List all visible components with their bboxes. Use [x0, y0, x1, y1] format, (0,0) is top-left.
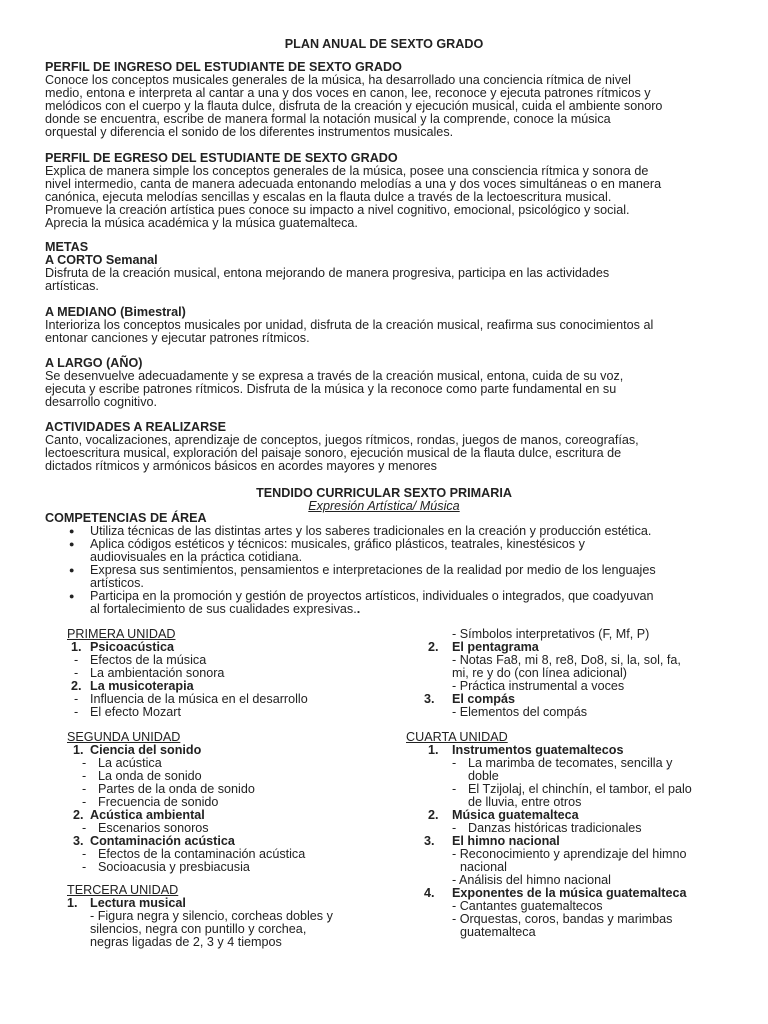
perfil-egreso-line: nivel intermedio, canta de manera adecuada entonando melodías a una y dos voces simultáneas o en manera [45, 177, 662, 191]
topic-item: El Tzijolaj, el chinchín, el tambor, el palo [468, 782, 692, 796]
competencia-item: ● Aplica códigos estéticos y técnicos: musicales, gráfico plásticos, teatrales, kinestésicos y audiovisuales en la práctica cotidiana. [69, 537, 585, 564]
meta-mediano-line: entonar canciones y ejecutar patrones rítmicos. [45, 331, 310, 345]
perfil-egreso-line: canónica, ejecuta melodías sencillas y escalas en la flauta dulce a través de la lectoescritura musical. [45, 190, 612, 204]
perfil-egreso-section [45, 152, 723, 230]
actividades-heading: ACTIVIDADES A REALIZARSE [45, 420, 226, 434]
topic-line: - Elementos del compás [452, 705, 588, 719]
actividades-section [45, 421, 723, 473]
topic-item: Frecuencia de sonido [98, 795, 219, 809]
topic-item: La acústica [98, 756, 162, 770]
topic-item: doble [468, 769, 499, 783]
actividades-line: dictados rítmicos y armónicos básicos en acordes mayores y menores [45, 459, 437, 473]
meta-mediano-heading: A MEDIANO (Bimestral) [45, 305, 186, 319]
topic-item: Efectos de la música [90, 653, 207, 667]
tendido-subheading: Expresión Artística/ Música [308, 499, 460, 513]
actividades-line: Canto, vocalizaciones, aprendizaje de conceptos, juegos rítmicos, rondas, juegos de manos, coreografías, [45, 433, 639, 447]
meta-largo-section [45, 357, 723, 409]
topic-item: Danzas históricas tradicionales [468, 821, 642, 835]
primera-unidad-heading: PRIMERA UNIDAD [67, 627, 176, 641]
topic-line: negras ligadas de 2, 3 y 4 tiempos [90, 935, 282, 949]
topic-item: Influencia de la música en el desarrollo [90, 692, 308, 706]
meta-largo-line: ejecuta y escribe patrones rítmicos. Disfruta de la música y la reconoce como parte fundamental en su [45, 382, 617, 396]
tercera-unidad-heading: TERCERA UNIDAD [67, 883, 179, 897]
topic-item: La onda de sonido [98, 769, 202, 783]
perfil-ingreso-line: medio, entona e interpreta al cantar a una y dos voces en canon, lee, reconoce y ejecuta patrones rítmicos y [45, 86, 651, 100]
topic-item: La marimba de tecomates, sencilla y [468, 756, 673, 770]
meta-mediano-line: Interioriza los conceptos musicales por unidad, disfruta de la creación musical, reafirma sus conocimientos al [45, 318, 654, 332]
topic-item: El efecto Mozart [90, 705, 181, 719]
unit-topic: Exponentes de la música guatemalteca [452, 886, 687, 900]
meta-mediano-section [45, 306, 723, 345]
final-period: . [356, 602, 361, 616]
unit-topic: El pentagrama [452, 640, 539, 654]
actividades-line: lectoescritura musical, exploración del paisaje sonoro, ejecución musical de la flauta dulce, escritura de [45, 446, 622, 460]
bullet-icon: ● [69, 591, 75, 601]
topic-item: Efectos de la contaminación acústica [98, 847, 306, 861]
perfil-ingreso-line: donde se encuentra, escribe de manera formal la notación musical y la comprende, conoce la música [45, 112, 611, 126]
competencia-item: ● Participa en la promoción y gestión de proyectos artísticos, individuales o integrados, que coadyuvan al fortalecimiento de sus cualidades expresivas.. [69, 589, 654, 616]
competencias-section [45, 512, 723, 616]
topic-item: Socioacusia y presbiacusia [98, 860, 250, 874]
meta-largo-line: Se desenvuelve adecuadamente y se expresa a través de la creación musical, entona, cuida de su voz, [45, 369, 624, 383]
segunda-unidad: SEGUNDA UNIDAD 1. Ciencia del sonido - La acústica - La onda de sonido - Partes de la onda de sonido - Frecuencia de sonido 2. Acústica ambiental - Escenarios sonoros 3. Contaminación acústica - Efectos de la contaminación acústica - Socioacusia y presbiacusia [45, 731, 385, 874]
topic-line: mi, re y do (con línea adicional) [452, 666, 627, 680]
topic-line: guatemalteca [460, 925, 536, 939]
unit-topic: Acústica ambiental [90, 808, 205, 822]
topic-line: - Figura negra y silencio, corcheas dobles y [90, 909, 333, 923]
cuarta-unidad: CUARTA UNIDAD 1. Instrumentos guatemaltecos - La marimba de tecomates, sencilla y doble - El Tzijolaj, el chinchín, el tambor, el palo de lluvia, entre otros 2. Música guatemalteca - Danzas históricas tradicionales 3. El himno nacional - Reconocimiento y aprendizaje del himno nacional - Análisis del himno nacional 4. Exponentes de la música guatemalteca - Cantantes guatemaltecos - Orquestas, coros, bandas y marimbas guatemalteca [406, 731, 736, 939]
tercera-unidad-continuation: - Símbolos interpretativos (F, Mf, P) 2. El pentagrama - Notas Fa8, mi 8, re8, Do8, si, la, sol, fa, mi, re y do (con línea adicional) - Práctica instrumental a voces 3. El compás - Elementos del compás [406, 628, 736, 719]
topic-item: de lluvia, entre otros [468, 795, 582, 809]
perfil-ingreso-line: orquestal y diferencia el sonido de los diferentes instrumentos musicales. [45, 125, 454, 139]
competencia-item: ● Expresa sus sentimientos, pensamientos e interpretaciones de la realidad por medio de los lenguajes artísticos. [69, 563, 656, 590]
unit-topic: Ciencia del sonido [90, 743, 202, 757]
meta-largo-heading: A LARGO (AÑO) [45, 356, 143, 370]
perfil-egreso-heading: PERFIL DE EGRESO DEL ESTUDIANTE DE SEXTO GRADO [45, 151, 398, 165]
competencia-item: ● Utiliza técnicas de las distintas artes y los saberes tradicionales en la creación y producción estética. [69, 524, 652, 538]
topic-line: - Cantantes guatemaltecos [452, 899, 603, 913]
perfil-egreso-line: Explica de manera simple los conceptos generales de la música, posee una consciencia rítmica y sonora de [45, 164, 649, 178]
bullet-icon: ● [69, 565, 75, 575]
competencias-heading: COMPETENCIAS DE ÁREA [45, 511, 207, 525]
unit-topic: El himno nacional [452, 834, 560, 848]
cuarta-unidad-heading: CUARTA UNIDAD [406, 730, 508, 744]
meta-largo-line: desarrollo cognitivo. [45, 395, 158, 409]
unit-topic: Contaminación acústica [90, 834, 235, 848]
topic-line: - Símbolos interpretativos (F, Mf, P) [452, 627, 650, 641]
unit-topic: El compás [452, 692, 515, 706]
primera-unidad: PRIMERA UNIDAD 1. Psicoacústica - Efectos de la música - La ambientación sonora 2. La musicoterapia - Influencia de la música en el desarrollo - El efecto Mozart [45, 628, 385, 719]
perfil-egreso-line: Promueve la creación artística pues conoce su impacto a nivel cognitivo, emocional, psicológico y social. [45, 203, 630, 217]
segunda-unidad-heading: SEGUNDA UNIDAD [67, 730, 181, 744]
metas-heading: METAS [45, 240, 89, 254]
topic-item: Escenarios sonoros [98, 821, 209, 835]
perfil-ingreso-heading: PERFIL DE INGRESO DEL ESTUDIANTE DE SEXTO GRADO [45, 60, 402, 74]
topic-item: La ambientación sonora [90, 666, 225, 680]
topic-line: - Análisis del himno nacional [452, 873, 611, 887]
topic-line: - Práctica instrumental a voces [452, 679, 625, 693]
bullet-icon: ● [69, 526, 75, 536]
topic-line: - Orquestas, coros, bandas y marimbas [452, 912, 673, 926]
unit-topic: Psicoacústica [90, 640, 175, 654]
topic-line: nacional [460, 860, 507, 874]
perfil-ingreso-line: melódicos con el cuerpo y la flauta dulce, disfruta de la creación y ejecución musical, cuida el ambiente sonoro [45, 99, 663, 113]
perfil-ingreso-line: Conoce los conceptos musicales generales de la música, ha desarrollado una conciencia rítmica de nivel [45, 73, 631, 87]
perfil-ingreso-section [45, 61, 723, 139]
unit-topic: Instrumentos guatemaltecos [452, 743, 624, 757]
metas-section [45, 241, 723, 293]
tercera-unidad: TERCERA UNIDAD 1. Lectura musical - Figura negra y silencio, corcheas dobles y silencios, negra con puntillo y corchea, negras ligadas de 2, 3 y 4 tiempos [45, 884, 385, 949]
topic-line: - Reconocimiento y aprendizaje del himno [452, 847, 687, 861]
meta-corto-line: artísticas. [45, 279, 99, 293]
unit-topic: Lectura musical [90, 896, 186, 910]
topic-line: silencios, negra con puntillo y corchea, [90, 922, 307, 936]
tendido-heading: TENDIDO CURRICULAR SEXTO PRIMARIA [256, 486, 512, 500]
bullet-icon: ● [69, 539, 75, 549]
topic-line: - Notas Fa8, mi 8, re8, Do8, si, la, sol, fa, [452, 653, 681, 667]
unit-topic: La musicoterapia [90, 679, 194, 693]
meta-corto-heading: A CORTO Semanal [45, 253, 158, 267]
document-title: PLAN ANUAL DE SEXTO GRADO [284, 37, 484, 51]
meta-corto-line: Disfruta de la creación musical, entona mejorando de manera progresiva, participa en las actividades [45, 266, 610, 280]
unit-topic: Música guatemalteca [452, 808, 579, 822]
perfil-egreso-line: Aprecia la música académica y la música guatemalteca. [45, 216, 358, 230]
topic-item: Partes de la onda de sonido [98, 782, 255, 796]
